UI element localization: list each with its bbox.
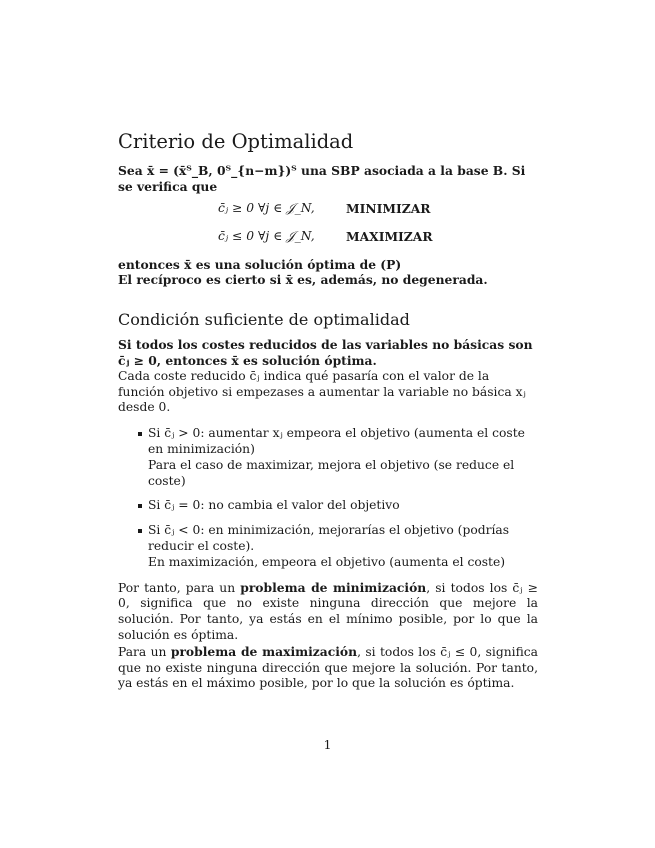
bullet-icon — [138, 504, 142, 508]
paragraph-maximizacion — [118, 644, 538, 692]
bullet-subline: En maximización, empeora el objetivo (aumenta el coste) — [148, 554, 506, 569]
bullet-line: Si c̄ⱼ > 0: aumentar xⱼ empeora el objetivo (aumenta el coste en minimización) — [148, 426, 525, 456]
para-text: , si todos los c̄ⱼ ≤ 0, significa que no existe ninguna dirección que mejore la solución. Por tanto, ya estás en el máximo posible, por lo que la solución es óptima. — [118, 644, 538, 691]
condition-label: MINIMIZAR — [346, 200, 431, 216]
condition-math: c̄ⱼ ≤ 0 ∀j ∈ 𝒥_N, — [218, 228, 315, 243]
para-text: Para un — [118, 644, 171, 659]
bullet-icon — [138, 529, 142, 533]
para-bold: problema de minimización — [240, 579, 427, 595]
condicion-statement: Si todos los costes reducidos de las variables no básicas son c̄ⱼ ≥ 0, entonces x̄ es solución óptima. — [118, 337, 533, 368]
bullet-line: Si c̄ⱼ = 0: no cambia el valor del objetivo — [148, 498, 400, 513]
list-item — [118, 523, 538, 570]
list-item — [118, 426, 538, 489]
paragraph-minimizacion — [118, 580, 538, 644]
bullet-subline: Para el caso de maximizar, mejora el objetivo (se reduce el coste) — [148, 457, 515, 488]
section-condicion-suficiente — [118, 310, 538, 692]
page-number: 1 — [323, 738, 332, 752]
condition-minimizar — [118, 195, 538, 223]
condition-math: c̄ⱼ ≥ 0 ∀j ∈ 𝒥_N, — [218, 200, 315, 215]
condition-label: MAXIMIZAR — [346, 228, 433, 244]
document-page — [118, 130, 538, 692]
bullet-line: Si c̄ⱼ < 0: en minimización, mejorarías el objetivo (podrías reducir el coste). — [148, 523, 510, 553]
bullet-icon — [138, 432, 142, 436]
criterio-conclusion: entonces x̄ es una solución óptima de (P) — [118, 256, 402, 272]
condicion-explanation: Cada coste reducido c̄ⱼ indica qué pasaría con el valor de la función objetivo si empezases a aumentar la variable no básica xⱼ desde 0. — [118, 368, 526, 415]
criterio-intro: Sea x̄ = (x̄ᵀ_B, 0ᵀ_{n−m})ᵀ una SBP asociada a la base B. Si se verifica que — [118, 163, 526, 194]
section-title-criterio: Criterio de Optimalidad — [118, 130, 354, 153]
para-text: Por tanto, para un — [118, 580, 241, 595]
criterio-reciproco: El recíproco es cierto si x̄ es, además, no degenerada. — [118, 272, 488, 288]
para-bold: problema de maximización — [170, 643, 358, 659]
bullet-list — [118, 426, 538, 570]
para-text: , si todos los c̄ⱼ ≥ 0, significa que no existe ninguna dirección que mejore la solución. Por tanto, ya estás en el mínimo posible, por lo que la solución es óptima. — [118, 580, 538, 642]
section-title-condicion: Condición suficiente de optimalidad — [118, 310, 410, 330]
condition-maximizar — [118, 223, 538, 251]
list-item — [118, 498, 538, 514]
